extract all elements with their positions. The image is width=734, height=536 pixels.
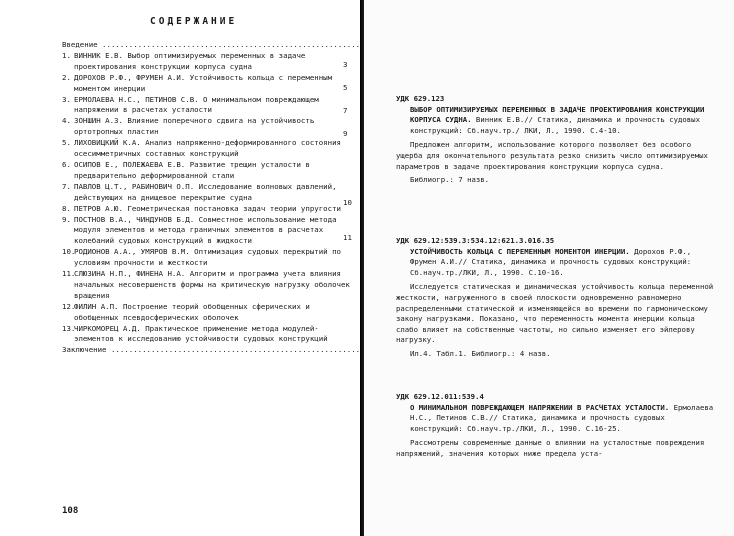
toc-entry-number: 6. <box>62 159 71 169</box>
abstract-body: Рассмотрены современные данные о влиянии на усталостные повреждения напряжений, значения которых ниже предела уста- <box>396 438 705 458</box>
abstract-citation <box>396 105 718 137</box>
left-page <box>0 0 360 536</box>
toc-entry-number: 9. <box>62 214 71 224</box>
toc-entry-text: ОСИПОВ Е., ПОЛЕЖАЕВА Е.В. Развитие трещин усталости в предварительно деформированной стали <box>74 159 310 180</box>
abstract-heading: УСТОЙЧИВОСТЬ КОЛЬЦА С ПЕРЕМЕННЫМ МОМЕНТОМ ИНЕРЦИИ. <box>410 246 630 256</box>
toc-entry <box>62 116 352 138</box>
toc-entry-text: ЛИХОВИЦКИЙ К.А. Анализ напряженно-деформированного состояния осесимметричных составных конструкций <box>74 138 341 159</box>
toc-entry-text: ПОСТНОВ В.А., ЧИНДУНОВ Б.Д. Совместное использование метода модуля элементов и метода граничных элементов в расчетах колебаний судовых конструкций в жидкости <box>74 214 337 246</box>
toc-entry-number: 10. <box>62 247 76 257</box>
toc-entry-text: ВИННИК Е.В. Выбор оптимизируемых переменных в задаче проектирования конструкции корпуса судна <box>74 50 306 71</box>
toc-entry <box>62 269 352 302</box>
toc-entry-text: ФИЛИН А.П. Построение теорий обобщенных сферических и обобщенных псевдосферических оболочек <box>74 301 310 322</box>
abstract-body: Предложен алгоритм, использование которого позволяет без особого ущерба для окончательного результата резко снизить число оптимизируемых параметров в задаче проектирования конструкции корпуса судна. <box>396 140 708 171</box>
abstract-citation <box>396 403 718 435</box>
toc-title: СОДЕРЖАНИЕ <box>150 16 238 27</box>
udc-code: УДК 629.12.011:539.4 <box>396 392 484 401</box>
page-number-mark: 11 <box>343 233 352 242</box>
table-of-contents <box>62 40 352 356</box>
toc-entry-text: ЧИРКОМОРЕЦ А.Д. Практическое применение метода модулей-элементов к исследованию устойчивости судовых конструкций <box>74 323 328 344</box>
page-number-mark: 10 <box>343 198 352 207</box>
toc-entry-text: ПЕТРОВ А.Ю. Геометрическая постановка задач теории упругости <box>74 203 341 213</box>
toc-entry-number: 8. <box>62 203 71 213</box>
toc-entry <box>62 247 352 269</box>
page-number-mark: 5 <box>343 83 348 92</box>
toc-entry <box>62 324 352 346</box>
toc-entry <box>62 51 352 73</box>
abstract-authors-source: Ермолаева Н.С., Петинов С.В.// Статика, динамика и прочность судовых конструкций: Сб.науч.тр./ЛКИ, Л., 1990. С.16-25. <box>410 402 714 433</box>
toc-entry-text: ПАВЛОВ Ц.Т., РАБИНОВИЧ О.П. Исследование волновых давлений, действующих на днищевое перекрытие судна <box>74 181 337 202</box>
toc-entry-number: 11. <box>62 269 76 279</box>
page-number-mark: 7 <box>343 106 348 115</box>
abstract-block <box>396 392 718 460</box>
abstract-block <box>396 236 718 360</box>
toc-entry-text: СЛЮЗИНА Н.П., ФИНЕНА Н.А. Алгоритм и программа учета влияния начальных несовершенств формы на критическую нагрузку оболочек вращения <box>74 269 350 300</box>
toc-entry-number: 3. <box>62 94 71 104</box>
toc-entry-number: 1. <box>62 50 71 60</box>
toc-entry-number: 13. <box>62 323 76 333</box>
toc-entry <box>62 160 352 182</box>
toc-entry <box>62 73 352 95</box>
abstract-note: Ил.4. Табл.1. Библиогр.: 4 назв. <box>410 348 551 358</box>
toc-entry-number: 12. <box>62 301 76 311</box>
abstract-body: Исследуется статическая и динамическая устойчивость кольца переменной жесткости, нагруженного в своей плоскости одновременно равномерно распределенными статической и изменяющейся во времени по гармоническому закону нагрузками. Показано, что переменность момента инерции кольца слабо влияет на собственные частоты, но сильно изменяет его эйлерову нагрузку. <box>396 282 714 345</box>
abstract-heading: О МИНИМАЛЬНОМ ПОВРЕЖДАЮЩЕМ НАПРЯЖЕНИИ В РАСЧЕТАХ УСТАЛОСТИ. <box>410 402 670 412</box>
toc-intro-text: Введение ..... <box>62 40 352 51</box>
toc-entry <box>62 302 352 324</box>
udc-code: УДК 629.12:539.3:534.12:621.3.016.35 <box>396 236 555 245</box>
toc-entry-text: РОДИОНОВ А.А., УМЯРОВ В.М. Оптимизация судовых перекрытий по условиям прочности и жесткости <box>74 247 341 268</box>
toc-entry-number: 4. <box>62 116 71 126</box>
toc-entry-text: ЕРМОЛАЕВА Н.С., ПЕТИНОВ С.В. О минимальном повреждающем напряжении в расчетах усталости <box>74 94 319 115</box>
abstract-heading: ВЫБОР ОПТИМИЗИРУЕМЫХ ПЕРЕМЕННЫХ В ЗАДАЧЕ ПРОЕКТИРОВАНИЯ КОНСТРУКЦИИ КОРПУСА СУДНА. <box>410 104 705 125</box>
toc-entry-number: 7. <box>62 181 71 191</box>
toc-entry <box>62 204 352 215</box>
page-number-mark: 3 <box>343 60 348 69</box>
abstract-citation <box>396 247 718 279</box>
toc-entry-text: ЗОНШИН А.З. Влияние поперечного сдвига на устойчивость ортотропных пластин <box>74 116 315 137</box>
toc-entry <box>62 215 352 248</box>
udc-code: УДК 629.123 <box>396 94 445 103</box>
abstract-block <box>396 94 718 186</box>
toc-outro-text: Заключение ..... <box>62 345 352 356</box>
page-number-mark: 9 <box>343 129 348 138</box>
toc-outro <box>62 345 352 356</box>
toc-intro <box>62 40 352 51</box>
toc-entry-number: 5. <box>62 138 71 148</box>
abstract-authors-source: Дорохов Р.Ф., Фрумен А.И.// Статика, динамика и прочность судовых конструкций: Сб.науч.тр./ЛКИ, Л., 1990. С.10-16. <box>410 246 692 277</box>
page-number-column <box>343 60 359 242</box>
toc-entry <box>62 138 352 160</box>
toc-entry-text: ДОРОХОВ Р.Ф., ФРУМЕН А.И. Устойчивость кольца с переменным моментом инерции <box>74 72 333 93</box>
toc-entry <box>62 182 352 204</box>
abstract-authors-source: Винник Е.В.// Статика, динамика и прочность судовых конструкций: Сб.науч.тр./ ЛКИ, Л., 1990. С.4-10. <box>410 115 700 135</box>
page-folio: 108 <box>62 506 79 516</box>
abstract-note: Библиогр.: 7 назв. <box>410 175 490 185</box>
toc-entry <box>62 95 352 117</box>
toc-entry-number: 2. <box>62 72 71 82</box>
